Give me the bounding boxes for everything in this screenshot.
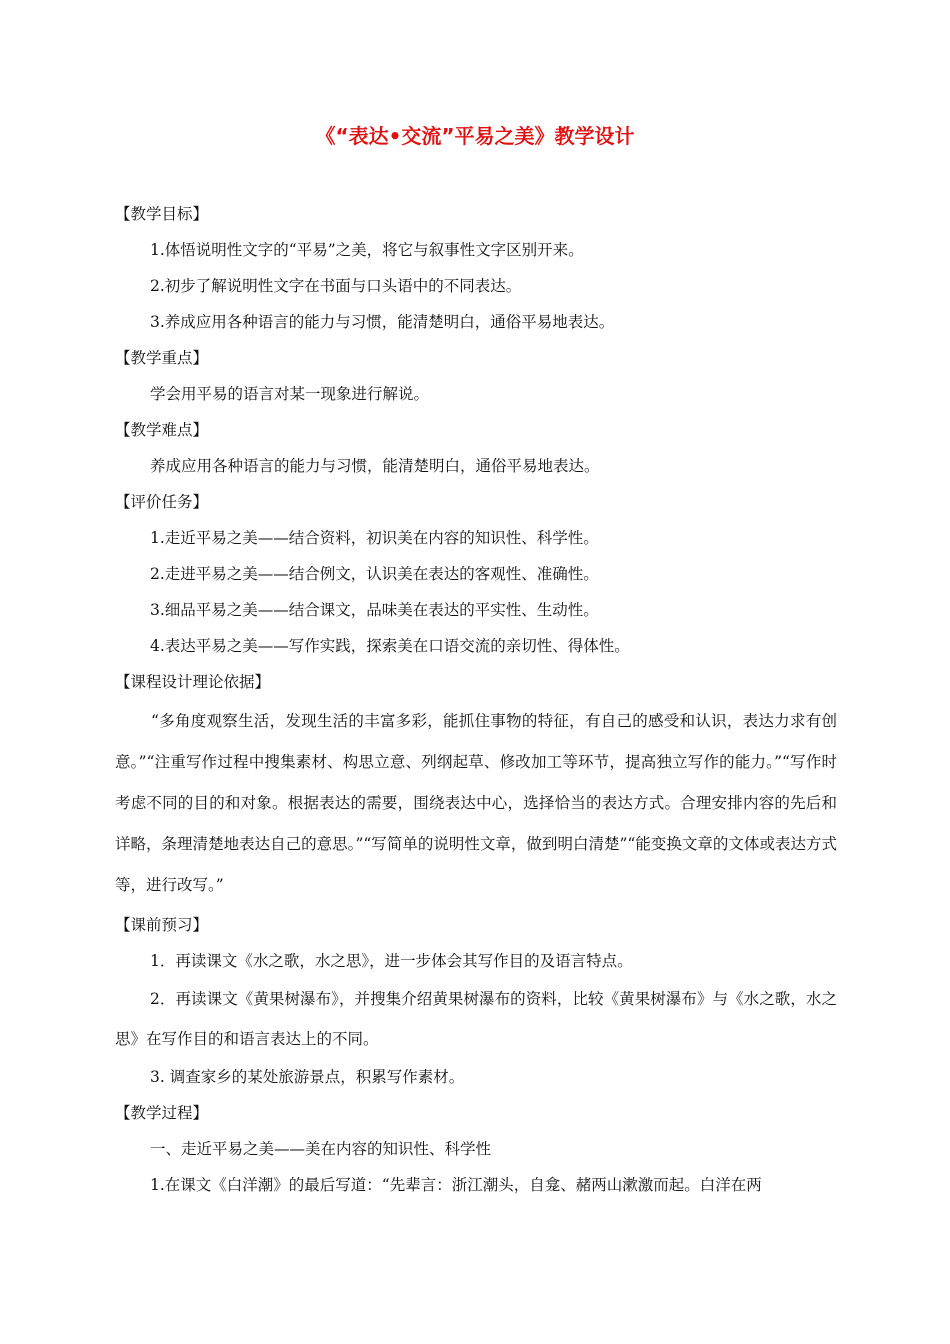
document-body: [115, 196, 837, 1203]
process-item: 1.在课文《白洋潮》的最后写道：“先辈言：浙江潮头，自龛、赭两山漱激而起。白洋在两: [150, 1176, 762, 1194]
task-item: 2.走进平易之美——结合例文，认识美在表达的客观性、准确性。: [150, 565, 599, 583]
goal-item: 1.体悟说明性文字的“平易”之美，将它与叙事性文字区别开来。: [150, 241, 584, 259]
document-title: 《“表达•交流”平易之美》教学设计: [315, 124, 635, 148]
difficulties-text: 养成应用各种语言的能力与习惯，能清楚明白，通俗平易地表达。: [150, 457, 600, 475]
task-item: 4.表达平易之美——写作实践，探索美在口语交流的亲切性、得体性。: [150, 637, 630, 655]
theory-paragraph: “多角度观察生活，发现生活的丰富多彩，能抓住事物的特征，有自己的感受和认识，表达力求有创意。”“注重写作过程中搜集素材、构思立意、列纲起草、修改加工等环节，提高独立写作的能力。”“写作时考虑不同的目的和对象。根据表达的需要，围绕表达中心，选择恰当的表达方式。合理安排内容的先后和详略，条理清楚地表达自己的意思。”“写简单的说明性文章，做到明白清楚”“能变换文章的文体或表达方式等，进行改写。”: [115, 712, 837, 894]
section-heading-theory: 【课程设计理论依据】: [115, 673, 271, 691]
task-item: 1.走近平易之美——结合资料，初识美在内容的知识性、科学性。: [150, 529, 599, 547]
process-item: 一、走近平易之美——美在内容的知识性、科学性: [150, 1140, 492, 1158]
preview-item: 1．再读课文《水之歌，水之思》，进一步体会其写作目的及语言特点。: [150, 952, 633, 970]
preview-item: 3. 调查家乡的某处旅游景点，积累写作素材。: [150, 1068, 465, 1086]
preview-item: 2．再读课文《黄果树瀑布》，并搜集介绍黄果树瀑布的资料，比较《黄果树瀑布》与《水之歌，水之思》在写作目的和语言表达上的不同。: [115, 990, 837, 1048]
section-heading-difficulties: 【教学难点】: [115, 421, 209, 439]
goal-item: 2.初步了解说明性文字在书面与口头语中的不同表达。: [150, 277, 522, 295]
section-heading-tasks: 【评价任务】: [115, 493, 209, 511]
section-heading-goals: 【教学目标】: [115, 205, 209, 223]
task-item: 3.细品平易之美——结合课文，品味美在表达的平实性、生动性。: [150, 601, 599, 619]
section-heading-preview: 【课前预习】: [115, 916, 209, 934]
section-heading-process: 【教学过程】: [115, 1104, 209, 1122]
section-heading-key-points: 【教学重点】: [115, 349, 209, 367]
key-points-text: 学会用平易的语言对某一现象进行解说。: [150, 385, 430, 403]
goal-item: 3.养成应用各种语言的能力与习惯，能清楚明白，通俗平易地表达。: [150, 313, 615, 331]
